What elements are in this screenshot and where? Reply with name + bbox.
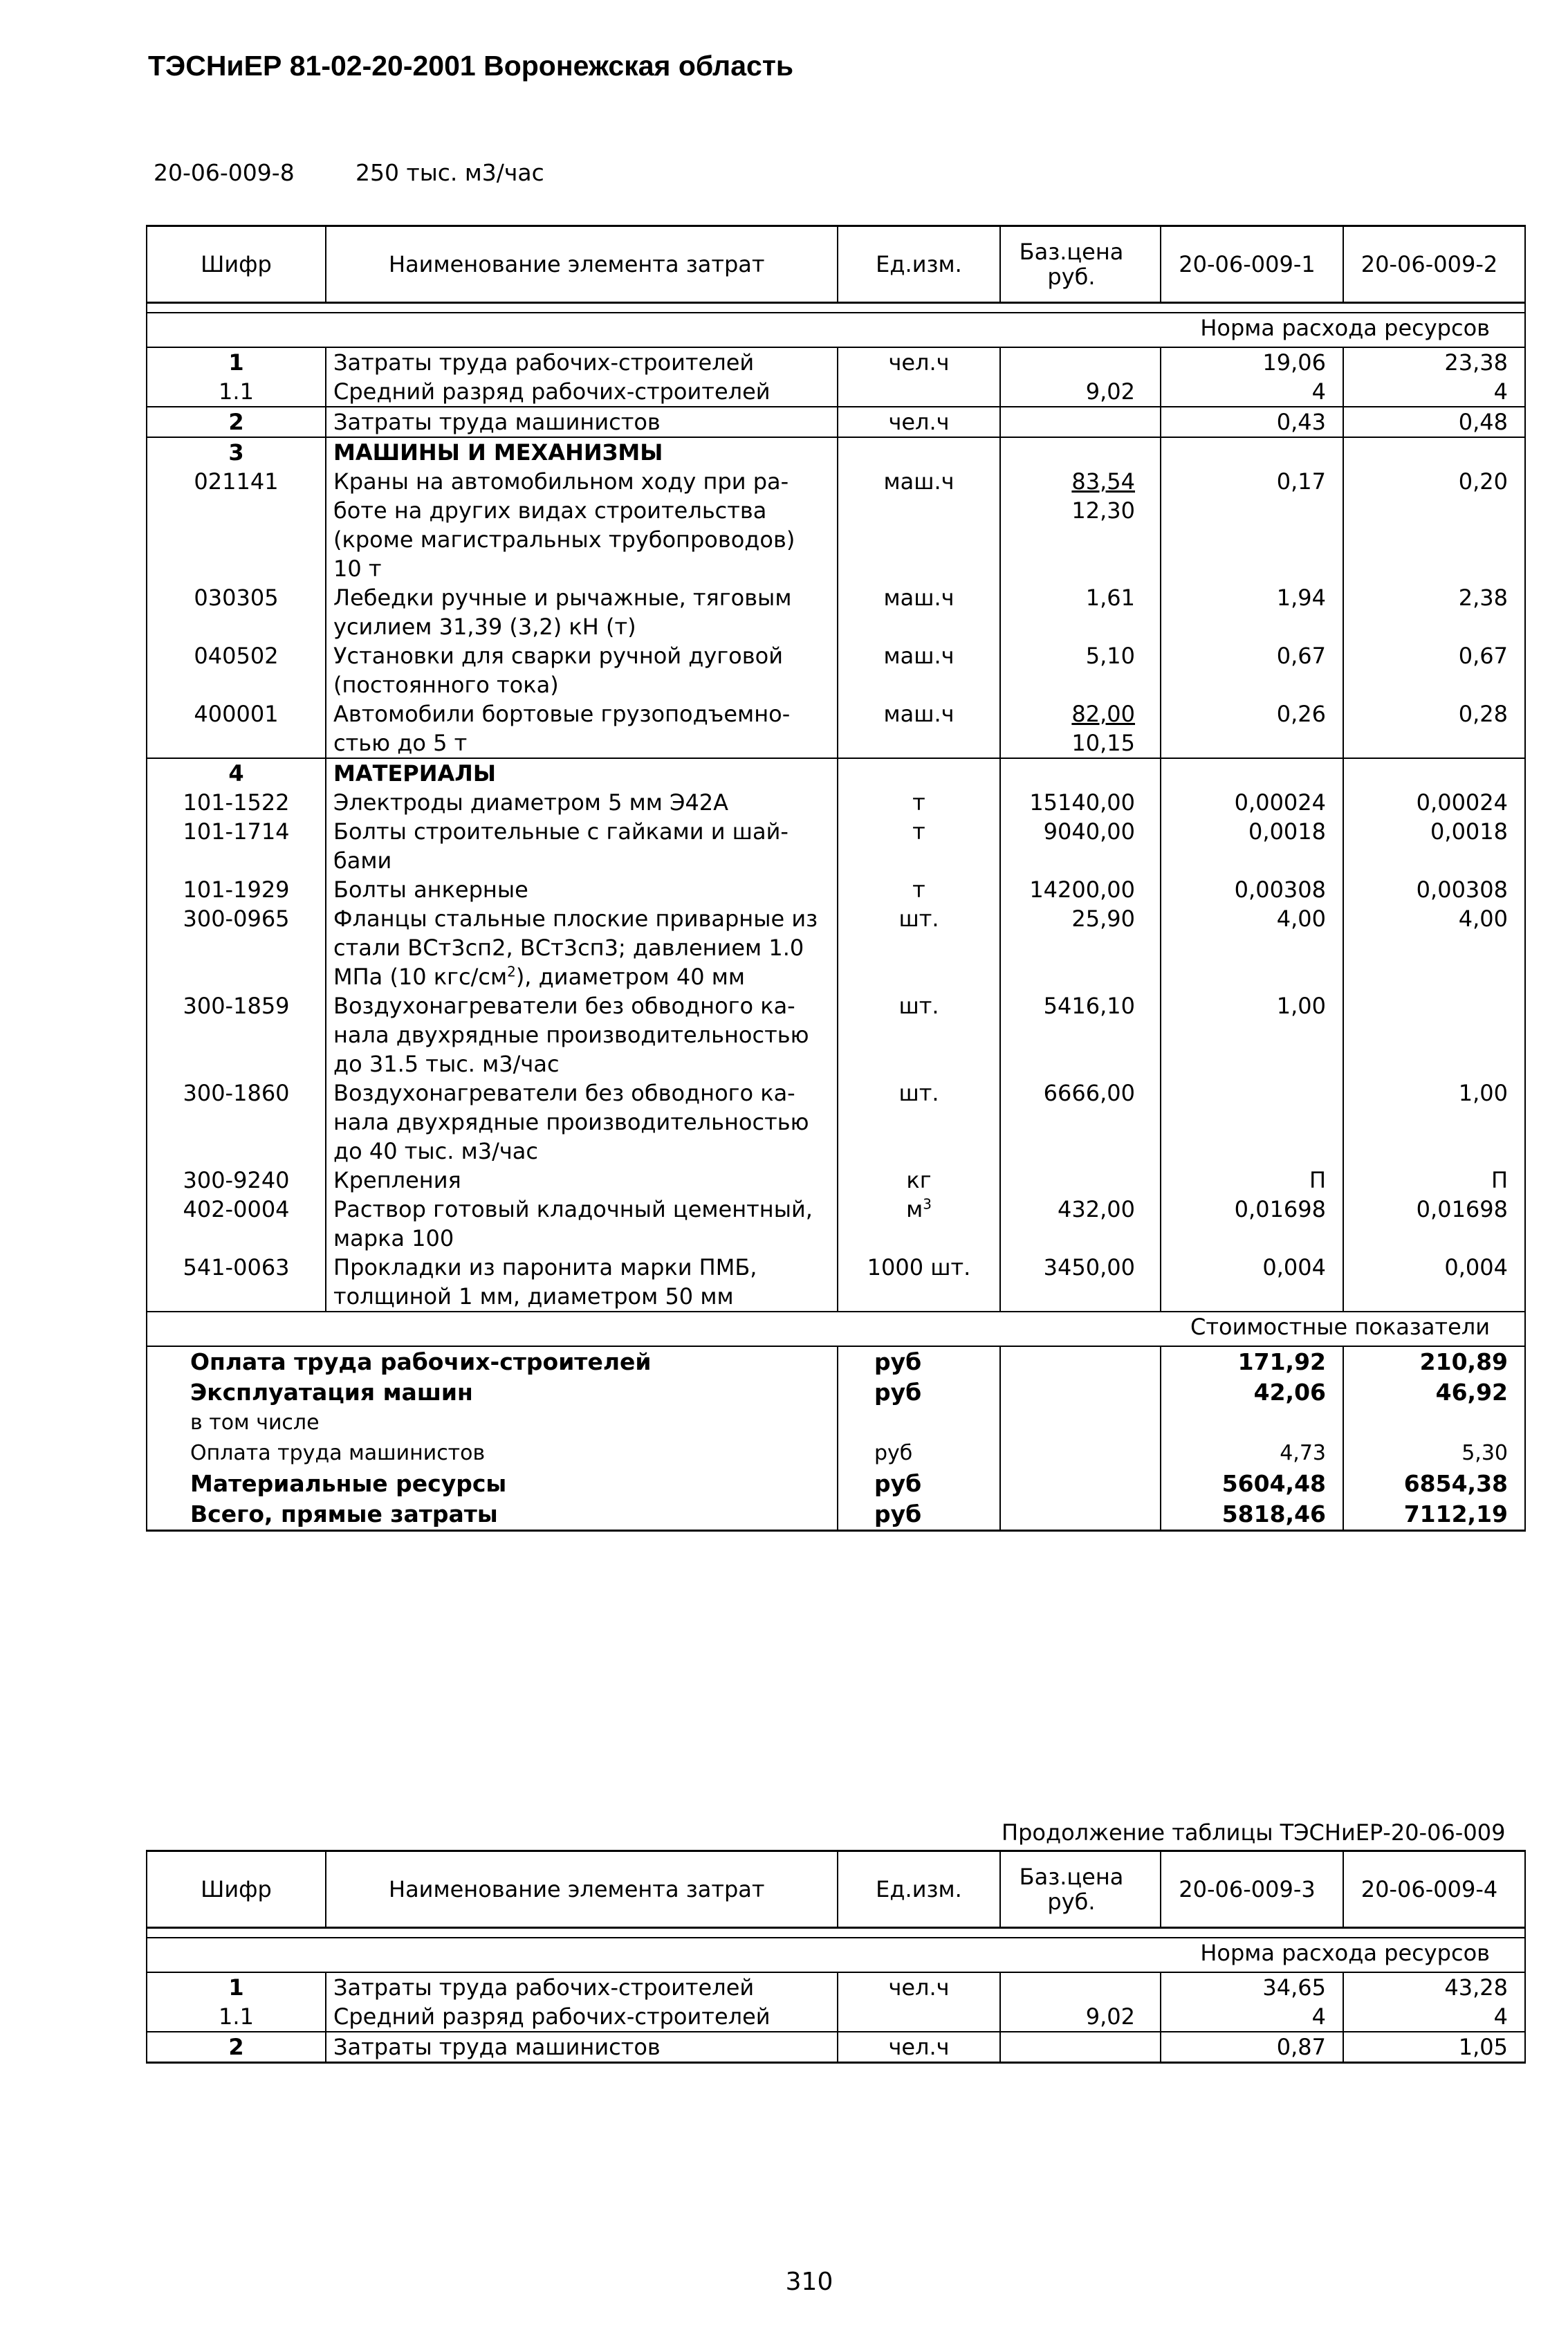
row-value-1: 0,26 bbox=[1161, 699, 1343, 758]
table-row bbox=[147, 2032, 1525, 2063]
subheading-text: 250 тыс. м3/час bbox=[356, 159, 544, 186]
row-unit: маш.ч bbox=[838, 641, 1000, 699]
row-price bbox=[1000, 407, 1161, 437]
row-unit bbox=[838, 1195, 1000, 1253]
row-value-2: 0,67 bbox=[1343, 641, 1525, 699]
table-row bbox=[147, 437, 1525, 467]
cost-value-2: 5,30 bbox=[1343, 1438, 1525, 1469]
row-value-2: 4 bbox=[1343, 2002, 1525, 2032]
table-row bbox=[147, 1195, 1525, 1253]
row-name: Средний разряд рабочих-строителей bbox=[326, 377, 838, 407]
cost-value-2: 6854,38 bbox=[1343, 1469, 1525, 1499]
cost-row bbox=[147, 1438, 1525, 1469]
row-code: 2 bbox=[147, 407, 326, 437]
row-value-2: 0,20 bbox=[1343, 467, 1525, 583]
row-value-2: 0,00024 bbox=[1343, 788, 1525, 817]
row-value-2: 4 bbox=[1343, 377, 1525, 407]
row-value-1: 0,67 bbox=[1161, 641, 1343, 699]
row-unit bbox=[838, 437, 1000, 467]
row-value-2 bbox=[1343, 437, 1525, 467]
row-value-2: 0,00308 bbox=[1343, 875, 1525, 904]
cost-row bbox=[147, 1469, 1525, 1499]
row-name: Электроды диаметром 5 мм Э42А bbox=[326, 788, 838, 817]
row-price: 15140,00 bbox=[1000, 788, 1161, 817]
row-value-1: 0,87 bbox=[1161, 2032, 1343, 2063]
row-price bbox=[1000, 699, 1161, 758]
row-unit: чел.ч bbox=[838, 1972, 1000, 2002]
row-price: 9,02 bbox=[1000, 2002, 1161, 2032]
row-name: Болты строительные с гайками и шай- бами bbox=[326, 817, 838, 875]
cost-name: в том числе bbox=[147, 1408, 838, 1438]
row-name: Болты анкерные bbox=[326, 875, 838, 904]
table-row bbox=[147, 875, 1525, 904]
row-value-2: 2,38 bbox=[1343, 583, 1525, 641]
header-price-line1: Баз.цена bbox=[1019, 1864, 1124, 1890]
row-value-1: 4 bbox=[1161, 2002, 1343, 2032]
table-row bbox=[147, 1972, 1525, 2002]
row-code: 4 bbox=[147, 758, 326, 788]
row-unit: маш.ч bbox=[838, 699, 1000, 758]
gap-cell bbox=[147, 1928, 1525, 1938]
row-unit: маш.ч bbox=[838, 583, 1000, 641]
row-unit bbox=[838, 2002, 1000, 2032]
row-code: 030305 bbox=[147, 583, 326, 641]
row-price: 9,02 bbox=[1000, 377, 1161, 407]
row-price: 3450,00 bbox=[1000, 1253, 1161, 1312]
row-name-tail: ), диаметром 40 мм bbox=[515, 964, 746, 990]
row-unit: чел.ч bbox=[838, 2032, 1000, 2063]
header-gap-row bbox=[147, 1928, 1525, 1938]
cost-price bbox=[1000, 1377, 1161, 1408]
cost-price bbox=[1000, 1469, 1161, 1499]
header-col-2: 20-06-009-4 bbox=[1343, 1851, 1525, 1928]
cost-row bbox=[147, 1377, 1525, 1408]
cost-price bbox=[1000, 1438, 1161, 1469]
row-unit-sup: 3 bbox=[923, 1195, 932, 1213]
row-unit-text: м bbox=[906, 1196, 923, 1222]
table-row bbox=[147, 2002, 1525, 2032]
row-value-1: 0,004 bbox=[1161, 1253, 1343, 1312]
row-code: 101-1929 bbox=[147, 875, 326, 904]
header-unit: Ед.изм. bbox=[838, 1851, 1000, 1928]
row-value-2 bbox=[1343, 758, 1525, 788]
cost-price bbox=[1000, 1408, 1161, 1438]
cost-value-1: 42,06 bbox=[1161, 1377, 1343, 1408]
row-price: 5416,10 bbox=[1000, 991, 1161, 1078]
subheading-code: 20-06-009-8 bbox=[154, 159, 295, 186]
row-name: Средний разряд рабочих-строителей bbox=[326, 2002, 838, 2032]
row-price-labor: 12,30 bbox=[1071, 497, 1135, 524]
row-value-1: 1,00 bbox=[1161, 991, 1343, 1078]
header-price bbox=[1000, 1851, 1161, 1928]
header-name: Наименование элемента затрат bbox=[326, 226, 838, 303]
row-value-2: 0,0018 bbox=[1343, 817, 1525, 875]
table-header-row bbox=[147, 226, 1525, 303]
table-row bbox=[147, 1078, 1525, 1166]
row-price: 5,10 bbox=[1000, 641, 1161, 699]
row-value-2: 0,48 bbox=[1343, 407, 1525, 437]
page-number: 310 bbox=[785, 2268, 833, 2296]
row-name: Установки для сварки ручной дуговой (постоянного тока) bbox=[326, 641, 838, 699]
table-row bbox=[147, 467, 1525, 583]
cost-unit: руб bbox=[838, 1499, 1000, 1531]
norm-label: Норма расхода ресурсов bbox=[147, 1938, 1525, 1972]
table-row bbox=[147, 991, 1525, 1078]
row-code: 040502 bbox=[147, 641, 326, 699]
row-name-text: Фланцы стальные плоские приварные из стали ВСт3сп2, ВСт3сп3; давлением 1.0 МПа (10 кгс/см bbox=[333, 906, 818, 990]
header-gap-row bbox=[147, 303, 1525, 313]
row-price bbox=[1000, 347, 1161, 377]
cost-unit bbox=[838, 1408, 1000, 1438]
row-code: 300-0965 bbox=[147, 904, 326, 991]
cost-unit: руб bbox=[838, 1377, 1000, 1408]
cost-value-1: 4,73 bbox=[1161, 1438, 1343, 1469]
row-name: Затраты труда машинистов bbox=[326, 2032, 838, 2063]
row-code: 101-1522 bbox=[147, 788, 326, 817]
row-unit: т bbox=[838, 788, 1000, 817]
resource-table bbox=[146, 225, 1526, 1532]
table-row bbox=[147, 583, 1525, 641]
header-col-1: 20-06-009-1 bbox=[1161, 226, 1343, 303]
norm-label-row bbox=[147, 1938, 1525, 1972]
cost-unit: руб bbox=[838, 1438, 1000, 1469]
row-price bbox=[1000, 1166, 1161, 1195]
row-name: Затраты труда рабочих-строителей bbox=[326, 1972, 838, 2002]
table-row bbox=[147, 699, 1525, 758]
row-value-2: 0,01698 bbox=[1343, 1195, 1525, 1253]
row-code: 402-0004 bbox=[147, 1195, 326, 1253]
cost-value-2: 210,89 bbox=[1343, 1346, 1525, 1377]
row-name: Краны на автомобильном ходу при ра- боте на других видах строительства (кроме магистральных трубопроводов) 10 т bbox=[326, 467, 838, 583]
row-code: 1 bbox=[147, 347, 326, 377]
row-value-2: 4,00 bbox=[1343, 904, 1525, 991]
row-value-2: 0,28 bbox=[1343, 699, 1525, 758]
cost-value-1: 171,92 bbox=[1161, 1346, 1343, 1377]
row-unit: шт. bbox=[838, 904, 1000, 991]
cost-price bbox=[1000, 1346, 1161, 1377]
document-title: ТЭСНиЕР 81-02-20-2001 Воронежская область bbox=[148, 50, 794, 82]
cost-name: Всего, прямые затраты bbox=[147, 1499, 838, 1531]
cost-name: Эксплуатация машин bbox=[147, 1377, 838, 1408]
row-unit bbox=[838, 758, 1000, 788]
row-value-2: 1,05 bbox=[1343, 2032, 1525, 2063]
row-name-sup: 2 bbox=[507, 963, 516, 980]
header-col-2: 20-06-009-2 bbox=[1343, 226, 1525, 303]
row-name: Воздухонагреватели без обводного ка- нала двухрядные производительностью до 31.5 тыс. м3/час bbox=[326, 991, 838, 1078]
table-row bbox=[147, 758, 1525, 788]
cost-name: Оплата труда рабочих-строителей bbox=[147, 1346, 838, 1377]
header-name: Наименование элемента затрат bbox=[326, 1851, 838, 1928]
row-price bbox=[1000, 1972, 1161, 2002]
row-unit: чел.ч bbox=[838, 347, 1000, 377]
row-value-1: 4 bbox=[1161, 377, 1343, 407]
cost-value-1: 5604,48 bbox=[1161, 1469, 1343, 1499]
row-code: 2 bbox=[147, 2032, 326, 2063]
cost-row bbox=[147, 1346, 1525, 1377]
cost-value-2 bbox=[1343, 1408, 1525, 1438]
row-name: Лебедки ручные и рычажные, тяговым усилием 31,39 (3,2) кН (т) bbox=[326, 583, 838, 641]
header-price-line2: руб. bbox=[1047, 1889, 1096, 1915]
table-row bbox=[147, 904, 1525, 991]
cost-unit: руб bbox=[838, 1469, 1000, 1499]
row-name: Воздухонагреватели без обводного ка- нала двухрядные производительностью до 40 тыс. м3/час bbox=[326, 1078, 838, 1166]
row-value-1 bbox=[1161, 437, 1343, 467]
row-price-total: 83,54 bbox=[1071, 468, 1135, 495]
row-unit: кг bbox=[838, 1166, 1000, 1195]
row-price: 14200,00 bbox=[1000, 875, 1161, 904]
row-unit: шт. bbox=[838, 991, 1000, 1078]
table-row bbox=[147, 817, 1525, 875]
row-price bbox=[1000, 437, 1161, 467]
header-price-line1: Баз.цена bbox=[1019, 239, 1124, 265]
row-code: 541-0063 bbox=[147, 1253, 326, 1312]
cost-value-2: 46,92 bbox=[1343, 1377, 1525, 1408]
row-price bbox=[1000, 758, 1161, 788]
row-code: 300-9240 bbox=[147, 1166, 326, 1195]
row-code: 3 bbox=[147, 437, 326, 467]
row-name: МАТЕРИАЛЫ bbox=[326, 758, 838, 788]
row-value-2 bbox=[1343, 991, 1525, 1078]
norm-label: Норма расхода ресурсов bbox=[147, 313, 1525, 347]
row-unit bbox=[838, 377, 1000, 407]
row-price-total: 82,00 bbox=[1071, 701, 1135, 727]
cost-value-1 bbox=[1161, 1408, 1343, 1438]
row-value-1: 0,00308 bbox=[1161, 875, 1343, 904]
cost-label-row bbox=[147, 1312, 1525, 1346]
row-value-2: 1,00 bbox=[1343, 1078, 1525, 1166]
row-price bbox=[1000, 2032, 1161, 2063]
row-value-1: П bbox=[1161, 1166, 1343, 1195]
row-price bbox=[1000, 467, 1161, 583]
row-value-1: 0,00024 bbox=[1161, 788, 1343, 817]
row-unit: чел.ч bbox=[838, 407, 1000, 437]
row-value-1: 0,17 bbox=[1161, 467, 1343, 583]
row-code: 021141 bbox=[147, 467, 326, 583]
norm-label-row bbox=[147, 313, 1525, 347]
row-code: 1 bbox=[147, 1972, 326, 2002]
row-price: 432,00 bbox=[1000, 1195, 1161, 1253]
header-price bbox=[1000, 226, 1161, 303]
row-name: Автомобили бортовые грузоподъемно- стью до 5 т bbox=[326, 699, 838, 758]
row-price: 9040,00 bbox=[1000, 817, 1161, 875]
table-row bbox=[147, 377, 1525, 407]
table-row bbox=[147, 1253, 1525, 1312]
row-value-2: 23,38 bbox=[1343, 347, 1525, 377]
row-name: Прокладки из паронита марки ПМБ, толщиной 1 мм, диаметром 50 мм bbox=[326, 1253, 838, 1312]
row-value-2: 0,004 bbox=[1343, 1253, 1525, 1312]
row-price: 1,61 bbox=[1000, 583, 1161, 641]
table-row bbox=[147, 407, 1525, 437]
table-row bbox=[147, 1166, 1525, 1195]
resource-table-continued bbox=[146, 1850, 1526, 2064]
row-code: 101-1714 bbox=[147, 817, 326, 875]
cost-unit: руб bbox=[838, 1346, 1000, 1377]
cost-row bbox=[147, 1499, 1525, 1531]
cost-price bbox=[1000, 1499, 1161, 1531]
row-value-2: 43,28 bbox=[1343, 1972, 1525, 2002]
row-unit: маш.ч bbox=[838, 467, 1000, 583]
row-value-1: 0,01698 bbox=[1161, 1195, 1343, 1253]
row-unit: 1000 шт. bbox=[838, 1253, 1000, 1312]
row-code: 400001 bbox=[147, 699, 326, 758]
header-col-1: 20-06-009-3 bbox=[1161, 1851, 1343, 1928]
row-unit: шт. bbox=[838, 1078, 1000, 1166]
row-name: Раствор готовый кладочный цементный, марка 100 bbox=[326, 1195, 838, 1253]
row-name: МАШИНЫ И МЕХАНИЗМЫ bbox=[326, 437, 838, 467]
gap-cell bbox=[147, 303, 1525, 313]
row-price-labor: 10,15 bbox=[1071, 730, 1135, 756]
row-value-1: 4,00 bbox=[1161, 904, 1343, 991]
row-unit: т bbox=[838, 817, 1000, 875]
cost-label: Стоимостные показатели bbox=[147, 1312, 1525, 1346]
row-name bbox=[326, 904, 838, 991]
cost-name: Оплата труда машинистов bbox=[147, 1438, 838, 1469]
row-value-1 bbox=[1161, 1078, 1343, 1166]
row-value-1: 19,06 bbox=[1161, 347, 1343, 377]
row-name: Затраты труда машинистов bbox=[326, 407, 838, 437]
row-value-1: 0,43 bbox=[1161, 407, 1343, 437]
table-row bbox=[147, 788, 1525, 817]
row-value-1: 34,65 bbox=[1161, 1972, 1343, 2002]
subheading bbox=[154, 159, 544, 186]
continuation-caption: Продолжение таблицы ТЭСНиЕР-20-06-009 bbox=[1002, 1819, 1506, 1846]
row-value-1: 1,94 bbox=[1161, 583, 1343, 641]
row-value-1 bbox=[1161, 758, 1343, 788]
row-value-2: П bbox=[1343, 1166, 1525, 1195]
header-code: Шифр bbox=[147, 226, 326, 303]
table-row bbox=[147, 347, 1525, 377]
row-code: 300-1859 bbox=[147, 991, 326, 1078]
row-name: Крепления bbox=[326, 1166, 838, 1195]
cost-value-2: 7112,19 bbox=[1343, 1499, 1525, 1531]
table-row bbox=[147, 641, 1525, 699]
row-price: 25,90 bbox=[1000, 904, 1161, 991]
table-header-row bbox=[147, 1851, 1525, 1928]
header-code: Шифр bbox=[147, 1851, 326, 1928]
row-price: 6666,00 bbox=[1000, 1078, 1161, 1166]
row-code: 1.1 bbox=[147, 377, 326, 407]
cost-name: Материальные ресурсы bbox=[147, 1469, 838, 1499]
cost-row bbox=[147, 1408, 1525, 1438]
cost-value-1: 5818,46 bbox=[1161, 1499, 1343, 1531]
row-unit: т bbox=[838, 875, 1000, 904]
header-unit: Ед.изм. bbox=[838, 226, 1000, 303]
row-code: 300-1860 bbox=[147, 1078, 326, 1166]
header-price-line2: руб. bbox=[1047, 264, 1096, 290]
row-value-1: 0,0018 bbox=[1161, 817, 1343, 875]
row-code: 1.1 bbox=[147, 2002, 326, 2032]
row-name: Затраты труда рабочих-строителей bbox=[326, 347, 838, 377]
